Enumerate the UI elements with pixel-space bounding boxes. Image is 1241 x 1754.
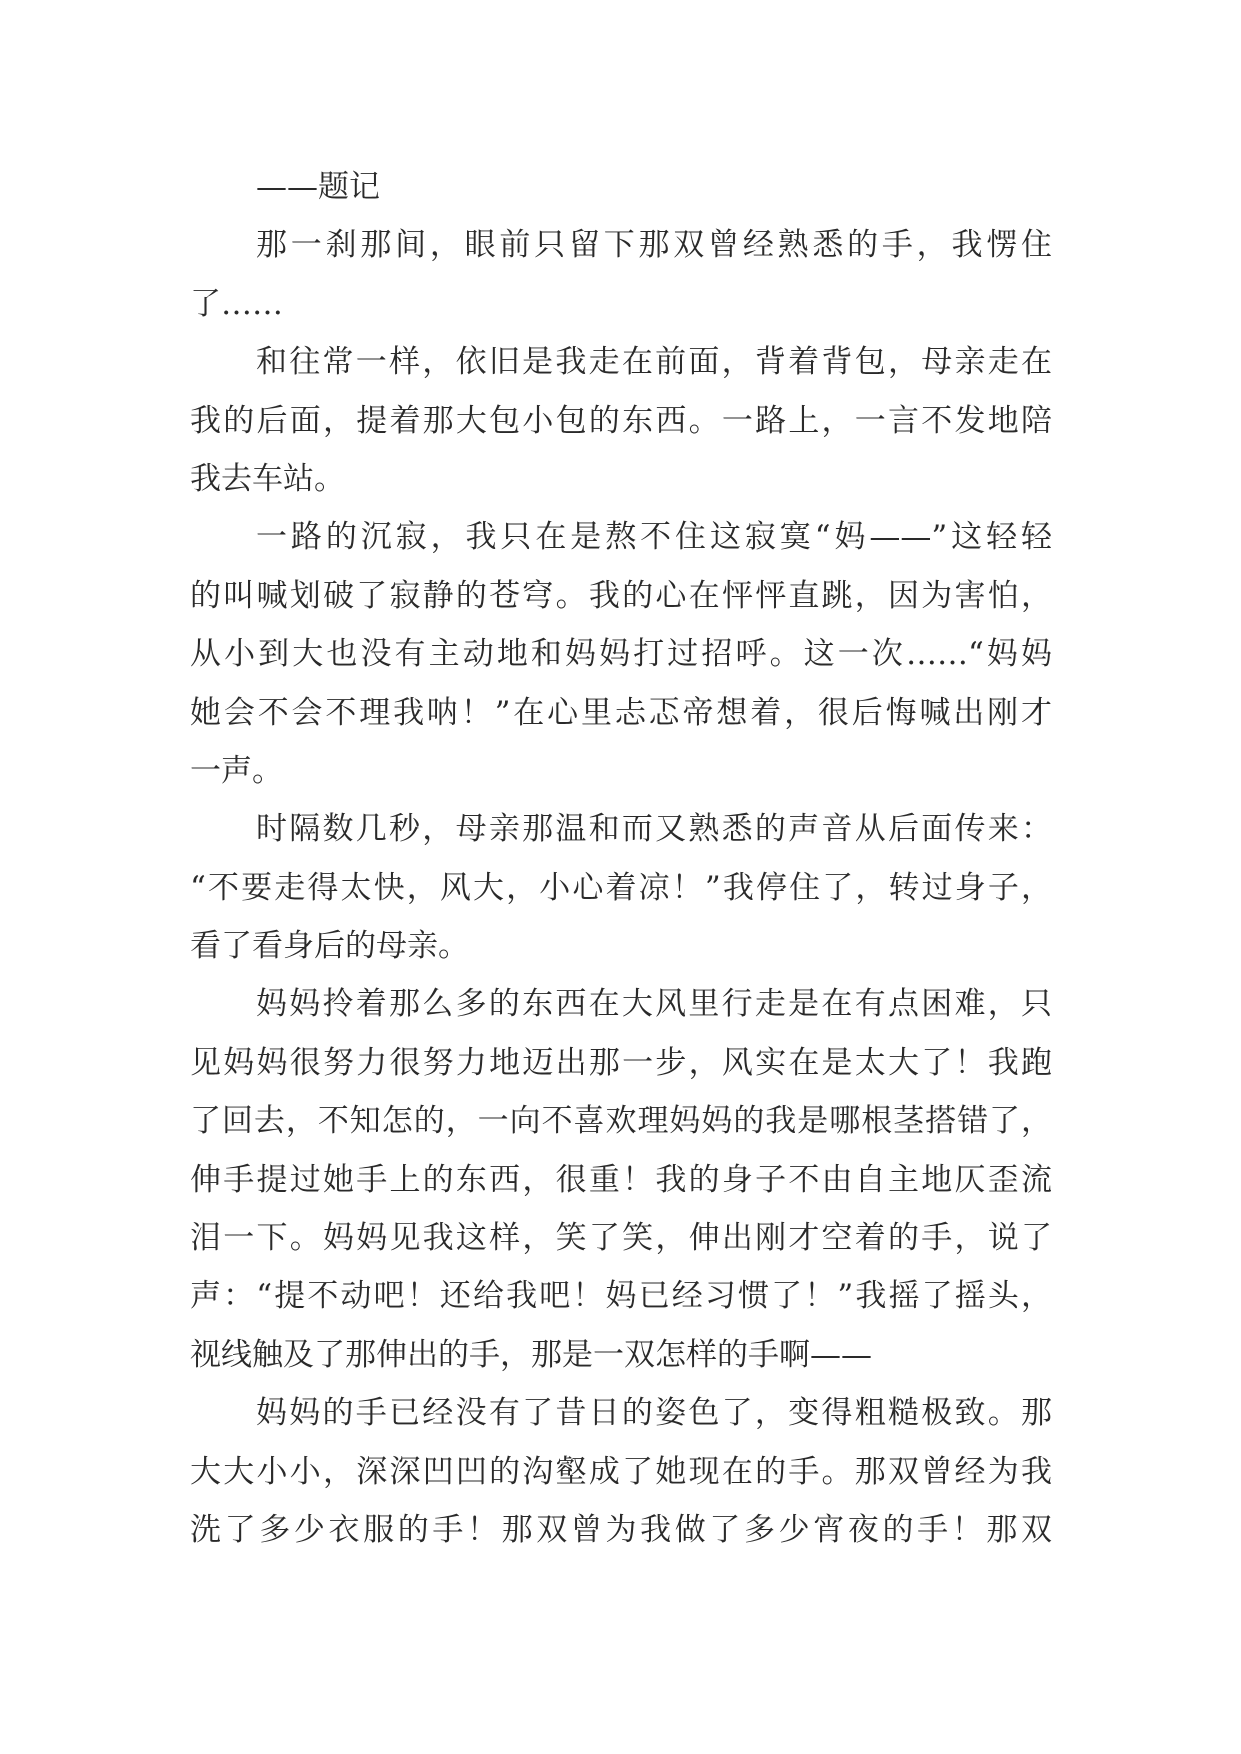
- text-line: 视线触及了那伸出的手，那是一双怎样的手啊——: [190, 1336, 872, 1373]
- text-line: 我的后面，提着那大包小包的东西。一路上，一言不发地陪: [190, 402, 1052, 439]
- text-line: 了回去，不知怎的，一向不喜欢理妈妈的我是哪根茎搭错了，: [190, 1103, 1052, 1140]
- text-line: 我去车站。: [190, 460, 345, 497]
- text-line: 见妈妈很努力很努力地迈出那一步，风实在是太大了！我跑: [190, 1044, 1052, 1081]
- essay-body: [190, 158, 1052, 1559]
- text-line: 看了看身后的母亲。: [190, 928, 469, 965]
- epigraph-attribution: ——题记: [256, 169, 380, 205]
- text-line: 妈妈的手已经没有了昔日的姿色了，变得粗糙极致。那: [256, 1395, 1052, 1432]
- text-line: 伸手提过她手上的东西，很重！我的身子不由自主地仄歪流: [190, 1161, 1052, 1198]
- text-line: 从小到大也没有主动地和妈妈打过招呼。这一次……“妈妈: [190, 636, 1052, 673]
- text-line: 时隔数几秒，母亲那温和而又熟悉的声音从后面传来：: [256, 811, 1052, 848]
- text-line: 的叫喊划破了寂静的苍穹。我的心在怦怦直跳，因为害怕，: [190, 577, 1052, 614]
- text-line: 一声。: [190, 752, 283, 789]
- text-line: 和往常一样，依旧是我走在前面，背着背包，母亲走在: [256, 344, 1052, 381]
- text-line: 声：“提不动吧！还给我吧！妈已经习惯了！”我摇了摇头，: [190, 1278, 1052, 1315]
- text-line: 泪一下。妈妈见我这样，笑了笑，伸出刚才空着的手，说了: [190, 1220, 1052, 1257]
- text-line: 大大小小，深深凹凹的沟壑成了她现在的手。那双曾经为我: [190, 1453, 1052, 1490]
- text-line: 那一刹那间，眼前只留下那双曾经熟悉的手，我愣住: [256, 227, 1052, 264]
- text-line: 洗了多少衣服的手！那双曾为我做了多少宵夜的手！那双: [190, 1511, 1052, 1548]
- text-line: 了……: [190, 285, 283, 322]
- text-line: 一路的沉寂，我只在是熬不住这寂寞“妈——”这轻轻: [256, 519, 1052, 556]
- text-line: 妈妈拎着那么多的东西在大风里行走是在有点困难，只: [256, 986, 1052, 1023]
- text-line: “不要走得太快，风大，小心着凉！”我停住了，转过身子，: [190, 869, 1052, 906]
- text-line: 她会不会不理我呐！”在心里忐忑帝想着，很后悔喊出刚才: [190, 694, 1052, 731]
